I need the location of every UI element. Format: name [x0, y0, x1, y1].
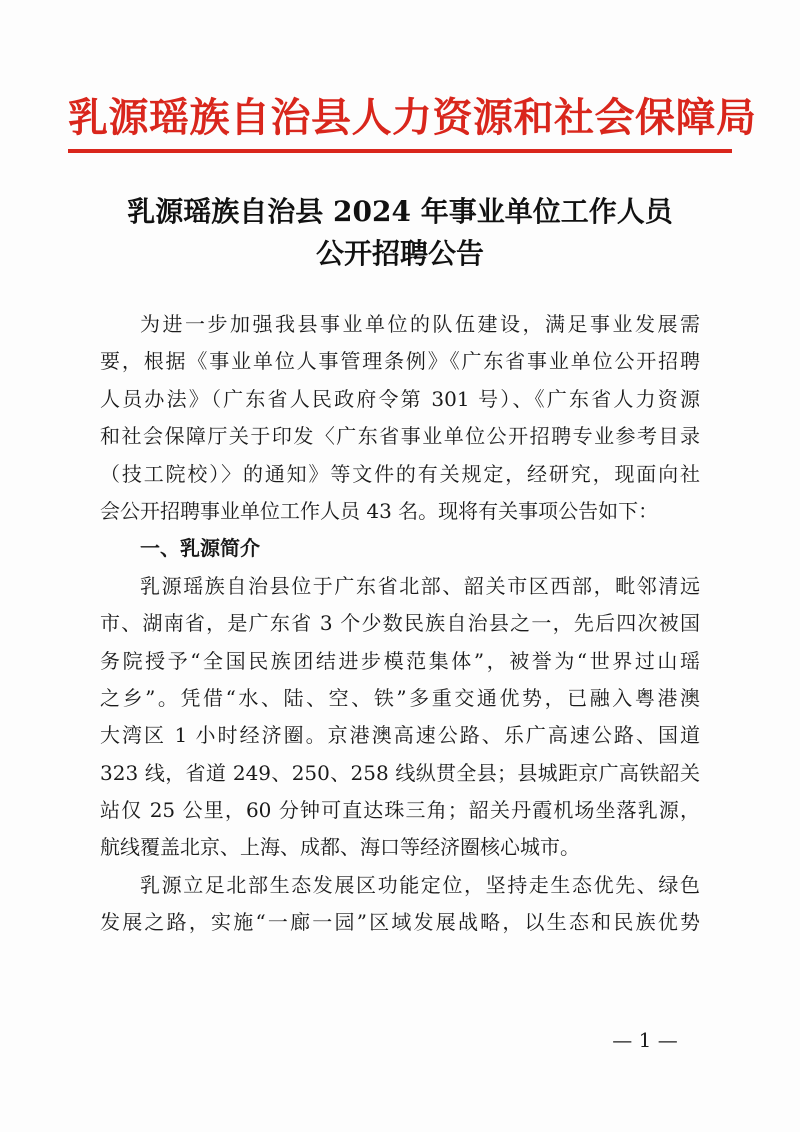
document-title-line-2: 公开招聘公告 [315, 237, 484, 270]
document-title-line-1: 乳源瑶族自治县 2024 年事业单位工作人员 [127, 195, 673, 228]
section-paragraph-line: 大湾区 1 小时经济圈。京港澳高速公路、乐广高速公路、国道 [100, 723, 700, 748]
section-paragraph-line: 乳源立足北部生态发展区功能定位，坚持走生态优先、绿色 [140, 872, 700, 897]
section-paragraph-line: 发展之路，实施“一廊一园”区域发展战略，以生态和民族优势 [100, 910, 700, 935]
section-paragraph-line: 323 线，省道 249、250、258 线纵贯全县；县城距京广高铁韶关 [100, 760, 700, 785]
section-paragraph-line: 之乡”。凭借“水、陆、空、铁”多重交通优势，已融入粤港澳 [100, 685, 700, 710]
intro-line: 和社会保障厅关于印发〈广东省事业单位公开招聘专业参考目录 [100, 424, 700, 449]
section-paragraph-line: 务院授予“全国民族团结进步模范集体”，被誉为“世界过山瑶 [100, 648, 700, 673]
masthead-red-rule [68, 149, 732, 153]
agency-masthead: 乳源瑶族自治县人力资源和社会保障局 [68, 94, 757, 141]
intro-line: 为进一步加强我县事业单位的队伍建设，满足事业发展需 [140, 312, 700, 336]
intro-line: 人员办法》（广东省人民政府令第 301 号）、《广东省人力资源 [100, 386, 700, 411]
intro-line: （技工院校）〉的通知》等文件的有关规定，经研究，现面向社 [100, 461, 700, 486]
section-paragraph-line: 航线覆盖北京、上海、成都、海口等经济圈核心城市。 [100, 835, 580, 860]
section-paragraph-line: 市、湖南省，是广东省 3 个少数民族自治县之一，先后四次被国 [100, 611, 700, 636]
section-paragraph-line: 乳源瑶族自治县位于广东省北部、韶关市区西部，毗邻清远 [140, 573, 700, 598]
section-heading-ruyuan-intro: 一、乳源简介 [140, 536, 260, 561]
page-number: — 1 — [612, 1028, 678, 1052]
intro-line: 要，根据《事业单位人事管理条例》《广东省事业单位公开招聘 [100, 349, 700, 374]
document-body [100, 306, 700, 942]
intro-line: 会公开招聘事业单位工作人员 43 名。现将有关事项公告如下： [100, 498, 659, 523]
section-paragraph-line: 站仅 25 公里，60 分钟可直达珠三角；韶关丹霞机场坐落乳源， [100, 798, 700, 823]
